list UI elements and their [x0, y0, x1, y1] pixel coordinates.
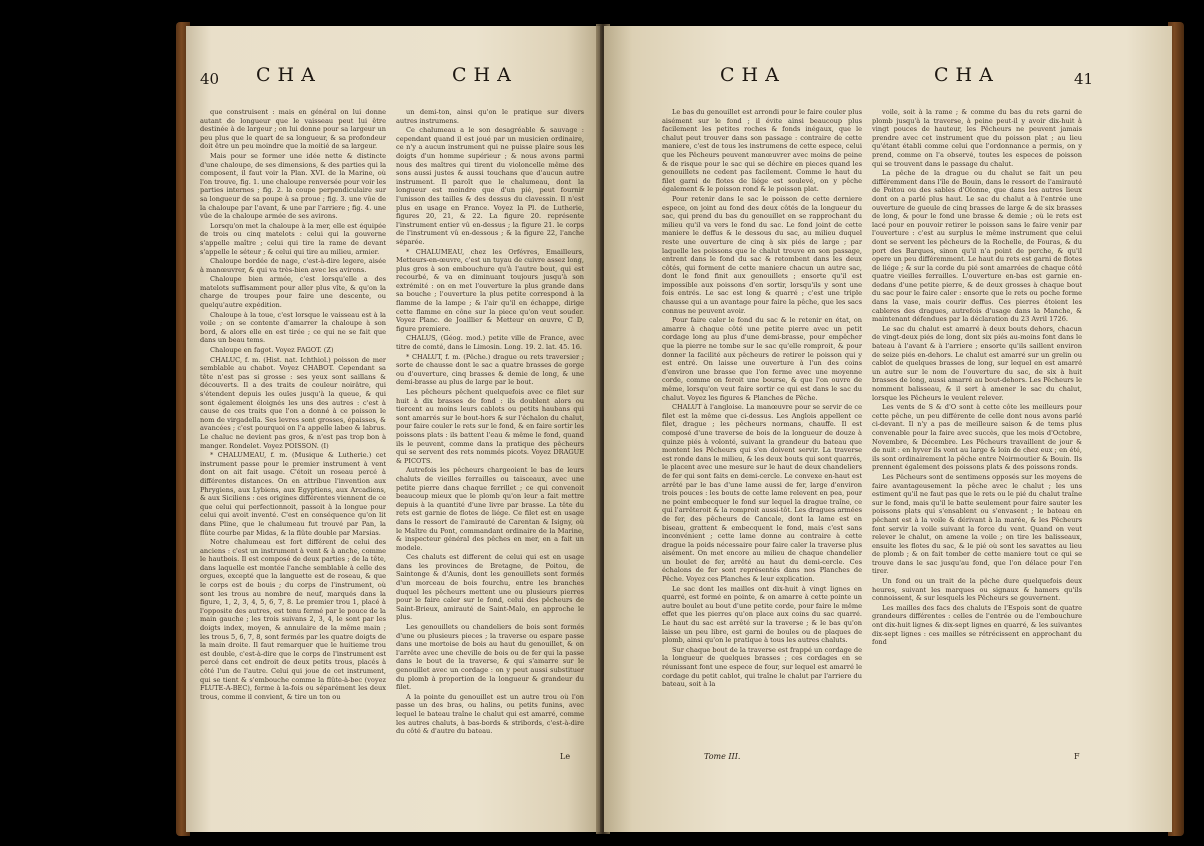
paragraph: La pêche de la drague ou du chalut se fait un peu différemment dans l'île de Bouin, dans le ressort de l'amirauté de Poitou ou des sables d'Olonne, que dans les autres lieux dont on a parlé plus haut. Le sac du chalut a à l'entrée une ouverture de gueule de cinq brasses de large & de six brasses de long, & pour le fond une brasse & demie ; où le rets est lacé pour en pouvoir retirer le poisson sans le faire venir par l'ouverture : c'est au surplus le même instrument que celui dont se servent les pêcheurs de la Rochelle, de Fouras, & du port des Barques, sinon qu'il n'a point de perche, & qu'il opere un peu différemment. Le haut du rets est garni de flotes de liége ; & sur la corde du pié sont amarrées de chaque côté quatre vieilles ferrailles. L'ouverture en-bas est garnie en-dedans d'une petite pierre, & de deux grosses à chaque bout du sac pour le faire caler : ensorte que le rets ou poche forme dans la vase, mais courir deffus. Ces pierres étoient les cableres des dragues, autrefois d'usage dans la Manche, & maintenant défendues par la déclaration du 23 Avril 1726.: [872, 169, 1082, 324]
paragraph: * CHALUT, f. m. (Pêche.) drague ou rets traversier ; sorte de chausse dont le sac a quatre brasses de gorge ou d'ouverture, cinq brasses & demie de long, & une demi-brasse au plus de large par le bout.: [396, 352, 584, 387]
left-column-1: [200, 108, 386, 744]
right-col-2-text: [872, 108, 1082, 647]
paragraph: Un fond ou un trait de la pêche dure quelquefois deux heures, suivant les marques ou signaux & hamers qu'ils connoissent, & sur lesquels les Pêcheurs se gouvernent.: [872, 577, 1082, 603]
paragraph: Les vents de S & d'O sont à cette côte les meilleurs pour cette pêche, un peu différente de celle dont nous avons parlé ci-devant. Il n'y a pas de meilleure saison & de tems plus convenable pour la faire avec succès, que les mois d'Octobre, Novembre, & Décembre. Les Pêcheurs travaillent de jour & de nuit : en hyver ils vont au large & loin de chez eux ; en été, ils sont ordinairement la pêche entre Noirmoutier & Bouin. Ils prennent également des poissons plats & des poissons ronds.: [872, 403, 1082, 472]
left-page: [186, 26, 600, 832]
left-running-head: [186, 64, 600, 102]
paragraph: voile, soit à la rame ; & comme du bas du rets garni de plomb jusqu'à la traverse, à peine peut-il y avoir dix-huit à vingt pouces de hauteur, les Pêcheurs ne peuvent jamais prendre avec cet instrument que du poisson plat ; au lieu qu'étant établi comme celui que l'ordonnance a permis, on y prend, comme on l'a observé, toutes les especes de poisson qui se trouvent dans le passage du chalut.: [872, 108, 1082, 168]
right-page: [604, 26, 1172, 832]
left-col-1-text: [200, 108, 386, 701]
right-running-head: [604, 64, 1172, 102]
right-head-col-2: CHA: [934, 64, 1000, 86]
left-head-col-1: CHA: [256, 64, 322, 86]
paragraph: que construisent : mais en général on lui donne autant de longueur que le vaisseau peut lui être destinée à de largeur ; on lui donne pour sa largeur un peu plus que le quart de sa longueur, & sa profondeur doit être un peu moindre que la moitié de sa largeur.: [200, 108, 386, 151]
paragraph: Le bas du genouillet est arrondi pour le faire couler plus aisément sur le fond ; il évite ainsi beaucoup plus facilement les petites roches & fonds inégaux, que le chalut peut trouver dans son passage : contraire de cette maniere, c'est de tous les instrumens de cette espece, celui que les Pêcheurs peuvent manœuvrer avec moins de peine & de risque pour le sac qui se déchire en pieces quand les genouillets ne cedent pas facilement. Comme le haut du filet garni de flotes de liége est soulevé, on y pêche également & le poisson rond & le poisson plat.: [662, 108, 862, 194]
paragraph: Chaloupe bien armée, c'est lorsqu'elle a des matelots suffisamment pour aller plus vîte, & qu'on la charge de troupes pour faire une descente, ou quelqu'autre expédition.: [200, 275, 386, 310]
right-col-1-text: [662, 108, 862, 689]
paragraph: Chaloupe bordée de nage, c'est-à-dire legere, aisée à manœuvrer, & qui va très-bien avec les avirons.: [200, 257, 386, 274]
left-head-col-2: CHA: [452, 64, 518, 86]
signature-mark: F: [1074, 752, 1080, 761]
right-page-number: 41: [1074, 70, 1094, 88]
right-column-1: [662, 108, 862, 744]
paragraph: Lorsqu'on met la chaloupe à la mer, elle est équipée de trois ou cinq matelots : celui qui la gouverne s'appelle maître ; celui qui tire la rame de devant s'appelle le séteur ; & celui qui tire au milieu, armier.: [200, 221, 386, 256]
left-column-2: [396, 108, 584, 744]
paragraph: Chaloupe à la toue, c'est lorsque le vaisseau est à la voile ; on se contente d'amarrer la chaloupe à son bord, & alors elle en est tirée ; ce qui ne se fait que dans un beau tems.: [200, 310, 386, 345]
paragraph: Le sac du chalut est amarré à deux bouts dehors, chacun de vingt-deux piés de long, dont six piés au-moins font dans le bateau à l'avant & à l'arriere ; ensorte qu'ils saillent environ de seize piés en-dehors. Le chalut est amarré sur un grelin ou cablot de quelques brasses de long, sur lequel en est amarré un autre sur le nom de l'ouverture du sac, de six à huit brasses de long, aussi amarré au bout-dehors. Les Pêcheurs le nomment balisseau, & il sert à amener le sac du chalut, lorsque les Pêcheurs le veulent relever.: [872, 324, 1082, 402]
paragraph: * CHALUMEAU, chez les Orfévres, Emailleurs, Metteurs-en-œuvre, c'est un tuyau de cuivre assez long, plus gros à son embouchure qu'à l'autre bout, qui est recourbé, & va en diminuant toujours jusqu'à son extrémité : on en met l'ouverture la plus grande dans sa bouche ; l'ouverture la plus petite correspond à la flamme de la lampe ; & l'air qu'il en échappe, dirige cette flamme en cône sur la piece qu'on veut souder. Voyez Planc. de Joaillier & Metteur en œuvre, C D, figure premiere.: [396, 247, 584, 333]
left-page-number: 40: [200, 70, 220, 88]
paragraph: Pour faire caler le fond du sac & le retenir en état, on amarre à chaque côté une petite pierre avec un petit cordage long au plus d'une demi-brasse, pour empêcher que la pierre ne tombe sur le sac qu'elle romproit, & pour donner la facilité aux pêcheurs de retirer le poisson qui y est entré. On laisse une ouverture à l'un des coins d'environ une brasse que l'on ferme avec une moyenne corde, comme on feroit une bourse, & que l'on ouvre de même, lorsqu'on veut faire sortir ce qui est dans le sac du chalut. Voyez les figures & Planches de Pêche.: [662, 316, 862, 402]
paragraph: Mais pour se former une idée nette & distincte d'une chaloupe, de ses dimensions, & des parties qui la composent, il faut voir la Plan. XVI. de la Marine, où l'on trouve, fig. 1. une chaloupe renversée pour voir les parties internes ; fig. 2. la coupe perpendiculaire sur sa longueur de sa poupe à sa proue ; fig. 3. une vûe de la chaloupe par l'avant, & une par l'arriere ; fig. 4. une vûe de la chaloupe armée de ses avirons.: [200, 151, 386, 221]
paragraph: Autrefois les pêcheurs chargeoient le bas de leurs chaluts de vieilles ferrailles ou taisceaux, avec une petite pierre dans chaque ferrillet ; ce qui convenoit beaucoup mieux que le plomb qu'on leur a fait mettre depuis à la quantité d'une livre par brasse. La tête du rets est garnie de flotes de liége. Ce filet est en usage dans le ressort de l'amirauté de Carentan & Isigny, où le Maître du Pont, commandant ordinaire de la Marine, & inspecteur général des pêches en mer, en a fait un modele.: [396, 466, 584, 552]
right-column-2: [872, 108, 1082, 744]
paragraph: Chaloupe en fagot. Voyez FAGOT. (Z): [210, 346, 334, 355]
paragraph: Les mailles des facs des chaluts de l'Espois sont de quatre grandeurs différentes : celles de l'entrée ou de l'embouchure ont dix-huit lignes & dix-sept lignes en quarré, & les suivantes dix-sept lignes : ces mailles se rétrécissent en approchant du fond: [872, 603, 1082, 647]
paragraph: * CHALUMEAU, f. m. (Musique & Lutherie.) cet instrument passe pour le premier instrument à vent dont on ait fait usage. C'étoit un roseau percé à différentes distances. On en attribue l'invention aux Phrygiens, aux Lybiens, aux Egyptiens, aux Arcadiens, & aux Siciliens : ces origines différentes viennent de ce que celui qui perfectionnoit, passoit à la longue pour celui qui avoit inventé. C'est en conséquence qu'on lit dans Pline, que le chalumeau fut trouvé par Pan, la flûte courbe par Midas, & la flûte double par Marsias.: [200, 451, 386, 537]
paragraph: A la pointe du genouillet est un autre trou où l'on passe un des bras, ou halins, ou petits funins, avec lequel le bateau traîne le chalut qui est amarré, comme les autres chaluts, à bas-bords & stribords, c'est-à-dire du côté & d'autre du bateau.: [396, 692, 584, 736]
paragraph: un demi-ton, ainsi qu'on le pratique sur divers autres instrumens.: [396, 108, 584, 125]
paragraph: Pour retenir dans le sac le poisson de cette derniere espece, on joint au fond des deux côtés de la longueur du sac, qui prend du bas du genouillet en se rapprochant du milieu qu'il va vers le fond du sac. Le fond joint de cette maniere le deffus & le dessous du sac, au milieu duquel reste une ouverture de cinq à six piés de large ; par laquelle les poissons que le chalut trouve en son passage, entrent dans le fond du sac & retombent dans les deux côtés, qui forment de cette maniere chacun un autre sac, dont le fond finit aux genouillets ; ensorte qu'il est impossible aux poissons d'en sortir, lorsqu'ils y sont une fois entrés. Le sac est long & quarré ; c'est une triple chausse qui a un avantage pour faire la pêche, que les sacs connus ne peuvent avoir.: [662, 194, 862, 315]
paragraph: Les pêcheurs pêchent quelquefois avec ce filet sur huit à dix brasses de fond : ils doublent alors ou tiercent au moins leurs cablots ou petits haubans qui sont amarrés sur le bout-hors & sur l'échalon du chalut, pour faire couler le rets sur le fond, & en faire sortir les poissons plats : ils battent l'eau & même le fond, quand ils le peuvent, comme dans la pratique des pêcheurs qui se servent des rets nommés picots. Voyez DRAGUE & PICOTS.: [396, 388, 584, 465]
paragraph: Notre chalumeau est fort différent de celui des anciens : c'est un instrument à vent & à anche, comme le hautbois. Il est composé de deux parties ; de la tête, dans laquelle est montée l'anche semblable à celle des orgues, excepté que la languette est de roseau, & que le corps est de bouis ; du corps de l'instrument, où sont les trous au nombre de neuf, marqués dans la figure, 1, 2, 3, 4, 5, 6, 7, 8. Le premier trou 1, placé à l'opposite des autres, est tenu fermé par le pouce de la main gauche ; les trois suivans 2, 3, 4, le sont par les doigts index, moyen, & annulaire de la même main ; les trous 5, 6, 7, 8, sont fermés par les quatre doigts de la main droite. Il faut remarquer que le huitieme trou est double, c'est-à-dire que le corps de l'instrument est percé dans cet endroit de deux petits trous, placés à côté l'un de l'autre. Celui qui joue de cet instrument, qui se tient & s'embouche comme la flûte-à-bec (voyez FLUTE-A-BEC), ferme à la-fois ou séparément les deux trous, comme il convient, & tire un ton ou: [200, 538, 386, 701]
right-head-col-1: CHA: [720, 64, 786, 86]
paragraph: Sur chaque bout de la traverse est frappé un cordage de la longueur de quelques brasses ; ces cordages en se réunissant font une espece de four, sur lequel est amarré le cordage du petit cablot, qui traîne le chalut par l'arriere du bateau, soit à la: [662, 645, 862, 689]
paragraph: Les Pêcheurs sont de sentimens opposés sur les moyens de faire avantageusement la pêche avec le chalut ; les uns estiment qu'il ne faut pas que le rets ou le pié du chalut traîne sur le fond, mais qu'il le batte seulement pour faire sauter les poissons plats qui s'ensablent ou s'envasent ; le bateau en pêchant est à la voile & dérivant à la marée, & les Pêcheurs font servir la voile suivant la force du vent. Quand on veut relever le chalut, on amene la voile ; on tire les balisseaux, ensuite les flotes du sac, & le pié où sont les savattes au lieu de plomb ; & on fait tomber de cette maniere tout ce qui se trouve dans le sac jusqu'au fond, que l'on délace pour l'en tirer.: [872, 472, 1082, 576]
left-col-2-text: [396, 108, 584, 736]
paragraph: Ce chalumeau a le son desagréable & sauvage : cependant quand il est joué par un musicien ordinaire, ce n'y a aucun instrument qui ne puisse plaire sous les doigts d'un homme supérieur ; & nous avons parmi nous des maîtres qui tirent du violoncelle même des sons aussi justes & aussi touchans que d'aucun autre instrument. Il paroît que le chalumeau, dont la longueur est moindre que d'un pié, peut fournir l'unisson des tailles & des dessus du clavessin. Il n'est plus en usage en France. Voyez la Pl. de Lutherie, figures 20, 21, & 22. La figure 20. représente l'instrument entier vû en-dessus ; la figure 21. le corps de l'instrument vû en-dessous ; & la figure 22, l'anche séparée.: [396, 126, 584, 246]
paragraph: Les genouillets ou chandeliers de bois sont formés d'une ou plusieurs pieces ; la traverse ou espare passe dans une mortoise de bois au haut du genouillet, & on l'arrête avec une cheville de bois ou de fer qui la passe dans le bout de la traverse, & qui s'amarre sur le genouillet avec un cordage : on y peut aussi substituer du plomb à proportion de la longueur & grandeur du filet.: [396, 623, 584, 692]
paragraph: CHALUC, f. m. (Hist. nat. Ichthiol.) poisson de mer semblable au chabot. Voyez CHABOT. Cependant sa tête n'est pas si grosse : ses yeux sont saillans & découverts. Il a des traits de couleur noirâtre, qui s'étendent depuis les ouïes jusqu'à la queue, & qui sont également éloignés les uns des autres : c'est à cause de ces traits que l'on a donné à ce poisson le nom de virgadella. Ses levres sont grosses, épaisses, & avancées ; c'est pourquoi on l'a appelle labeo & labrus. Le chaluc ne devient pas gros, & n'est pas trop bon à manger. Rondelet. Voyez POISSON. (I): [200, 355, 386, 450]
paragraph: CHALUT à l'angloise. La manœuvre pour se servir de ce filet est la même que ci-dessus. Les Anglois appellent ce filet, drague ; les pêcheurs normans, chauffe. Il est composé d'une traverse de bois de la longueur de douze à quinze piés à volonté, suivant la grandeur du bateau que montent les Pêcheurs qui s'en doivent servir. La traverse est ronde dans le milieu, & les deux bouts qui sont quarrés, le placent avec une mesure sur le haut de deux chandeliers de fer qui sont faits en demi-cercle. Le convexe en-haut est arrêté par le bas d'une lame aussi de fer, large d'environ trois pouces : les bouts de cette lame relevent en pea, pour ne point embecquer le fond sur lequel la drague traîne, ce qui l'arrêteroit & la romproit aussi-tôt. Les dragues armées de fer, des pêcheurs de Cancale, dont la lame est en biseau, grattent & embecquent le fond, mais c'est sans inconvénient ; cette lame donne au contraire à cette drague la poids nécessaire pour faire caler la traverse plus aisément. On met encore au milieu de chaque chandelier un boulet de fer, arrêté au haut du demi-cercle. Ces échalons de fer sont représentés dans nos Planches de Pêche. Voyez ces Planches & leur explication.: [662, 403, 862, 584]
tome-label: Tome III.: [704, 752, 741, 761]
paragraph: Ces chaluts est different de celui qui est en usage dans les provinces de Bretagne, de Poitou, de Saintonge & d'Aunis, dont les genouillets sont formés d'un morceau de bois fourchu, entre les branches duquel les pêcheurs mettent une ou plusieurs pierres pour le faire caler sur le fond, celui des pêcheurs de Saint-Brieux, amirauté de Saint-Malo, en approche le plus.: [396, 553, 584, 622]
paragraph: CHALUS, (Géog. mod.) petite ville de France, avec titre de comté, dans le Limosin. Long. 19. 2. lat. 45. 16.: [396, 334, 584, 352]
catchword: Le: [560, 752, 571, 761]
paragraph: Le sac dont les mailles ont dix-huit à vingt lignes en quarré, est formé en pointe, & on amarre à cette pointe un autre boulet au bout d'une petite corde, pour faire le même effet que les pierres qu'on place aux coins du sac quarré. Le haut du sac est arrêté sur la traverse ; & le bas qu'on laisse un peu libre, est garni de boules ou de plaques de plomb, ainsi qu'on le pratique à tous les autres chaluts.: [662, 584, 862, 645]
